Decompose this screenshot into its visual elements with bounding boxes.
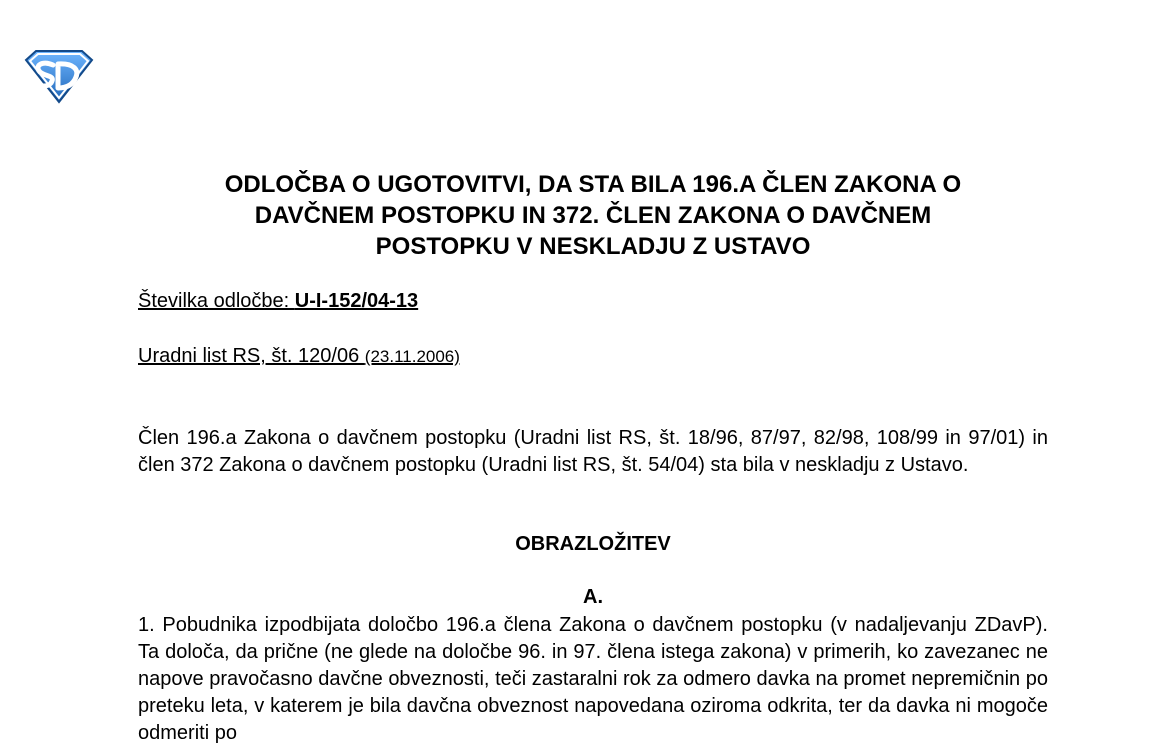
gazette-date: (23.11.2006) bbox=[364, 347, 460, 366]
ruling-paragraph: Člen 196.a Zakona o davčnem postopku (Uradni list RS, št. 18/96, 87/97, 82/98, 108/99 in 97/01) in člen 372 Zakona o davčnem postopku (Uradni list RS, št. 54/04) sta bila v neskladju z Ustavo. bbox=[138, 427, 1048, 476]
decision-number-line bbox=[138, 290, 418, 313]
title-line-3: POSTOPKU V NESKLADJU Z USTAVO bbox=[375, 233, 811, 260]
sd-logo-icon bbox=[22, 48, 96, 104]
title-line-1: ODLOČBA O UGOTOVITVI, DA STA BILA 196.A ČLEN ZAKONA O bbox=[224, 171, 962, 198]
document-title bbox=[138, 169, 1048, 262]
title-line-2: DAVČNEM POSTOPKU IN 372. ČLEN ZAKONA O DAVČNEM bbox=[254, 202, 932, 229]
decision-number: U-I-152/04-13 bbox=[294, 290, 419, 312]
decision-number-label: Številka odločbe: bbox=[138, 290, 295, 312]
reasoning-paragraph-1: 1. Pobudnika izpodbijata določbo 196.a člena Zakona o davčnem postopku (v nadaljevanju ZDavP). Ta določa, da prične (ne glede na določbe 96. in 97. člena istega zakona) v primerih, ko zavezanec ne napove pravočasno davčne obveznosti, teči zastaralni rok za odmero davka na promet nepremičnin po preteku leta, v katerem je bila davčna obveznost napovedana oziroma odkrita, ter da davka ni mogoče odmeriti po bbox=[138, 614, 1048, 744]
gazette-label: Uradni list RS, št. 120/06 bbox=[138, 345, 365, 367]
section-heading-obrazlozitev: OBRAZLOŽITEV bbox=[515, 533, 671, 555]
subsection-heading-a: A. bbox=[583, 586, 603, 608]
gazette-reference-line bbox=[138, 345, 460, 368]
